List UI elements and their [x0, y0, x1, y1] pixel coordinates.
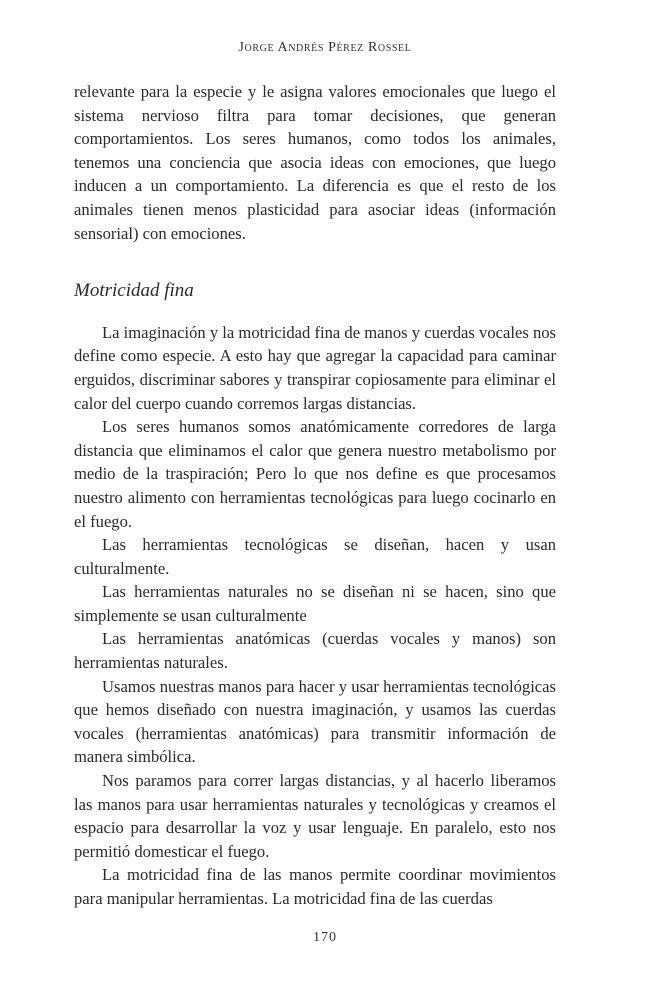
body-text: [74, 80, 556, 911]
paragraph: La motricidad fina de las manos permite coordinar movimientos para manipular herramientas. La motricidad fina de las cuerdas: [74, 865, 556, 908]
paragraph: Las herramientas tecnológicas se diseñan, hacen y usan culturalmente.: [74, 535, 556, 578]
opening-paragraph: relevante para la especie y le asigna valores emocionales que luego el sistema nervioso filtra para tomar decisiones, que generan comportamientos. Los seres humanos, como todos los animales, tenemos una conciencia que asocia ideas con emociones, que luego inducen a un comportamiento. La diferencia es que el resto de los animales tienen menos plasticidad para asociar ideas (información sensorial) con emociones.: [74, 82, 556, 243]
paragraph: Nos paramos para correr largas distancias, y al hacerlo liberamos las manos para usar herramientas naturales y tecnológicas y creamos el espacio para desarrollar la voz y usar lenguaje. En paralelo, esto nos permitió domesticar el fuego.: [74, 771, 556, 861]
paragraph: La imaginación y la motricidad fina de manos y cuerdas vocales nos define como especie. A esto hay que agregar la capacidad para caminar erguidos, discriminar sabores y transpirar copiosamente para eliminar el calor del cuerpo cuando corremos largas distancias.: [74, 322, 556, 413]
paragraph: Las herramientas anatómicas (cuerdas vocales y manos) son herramientas naturales.: [74, 629, 556, 673]
page-number: 170: [313, 930, 337, 945]
section-title: Motricidad fina: [74, 280, 194, 302]
paragraph: Usamos nuestras manos para hacer y usar herramientas tecnológicas que hemos diseñado con nuestra imaginación, y usamos las cuerdas vocales (herramientas anatómicas) para transmitir información de manera simbólica.: [74, 676, 556, 767]
paragraph: Las herramientas naturales no se diseñan ni se hacen, sino que simplemente se usan culturalmente: [74, 582, 556, 625]
running-head: Jorge Andrés Pérez Rossel: [238, 40, 412, 55]
paragraph: Los seres humanos somos anatómicamente corredores de larga distancia que eliminamos el calor que genera nuestro metabolismo por medio de la traspiración; Pero lo que nos define es que procesamos nuestro alimento con herramientas tecnológicas para luego cocinarlo en el fuego.: [74, 417, 556, 531]
